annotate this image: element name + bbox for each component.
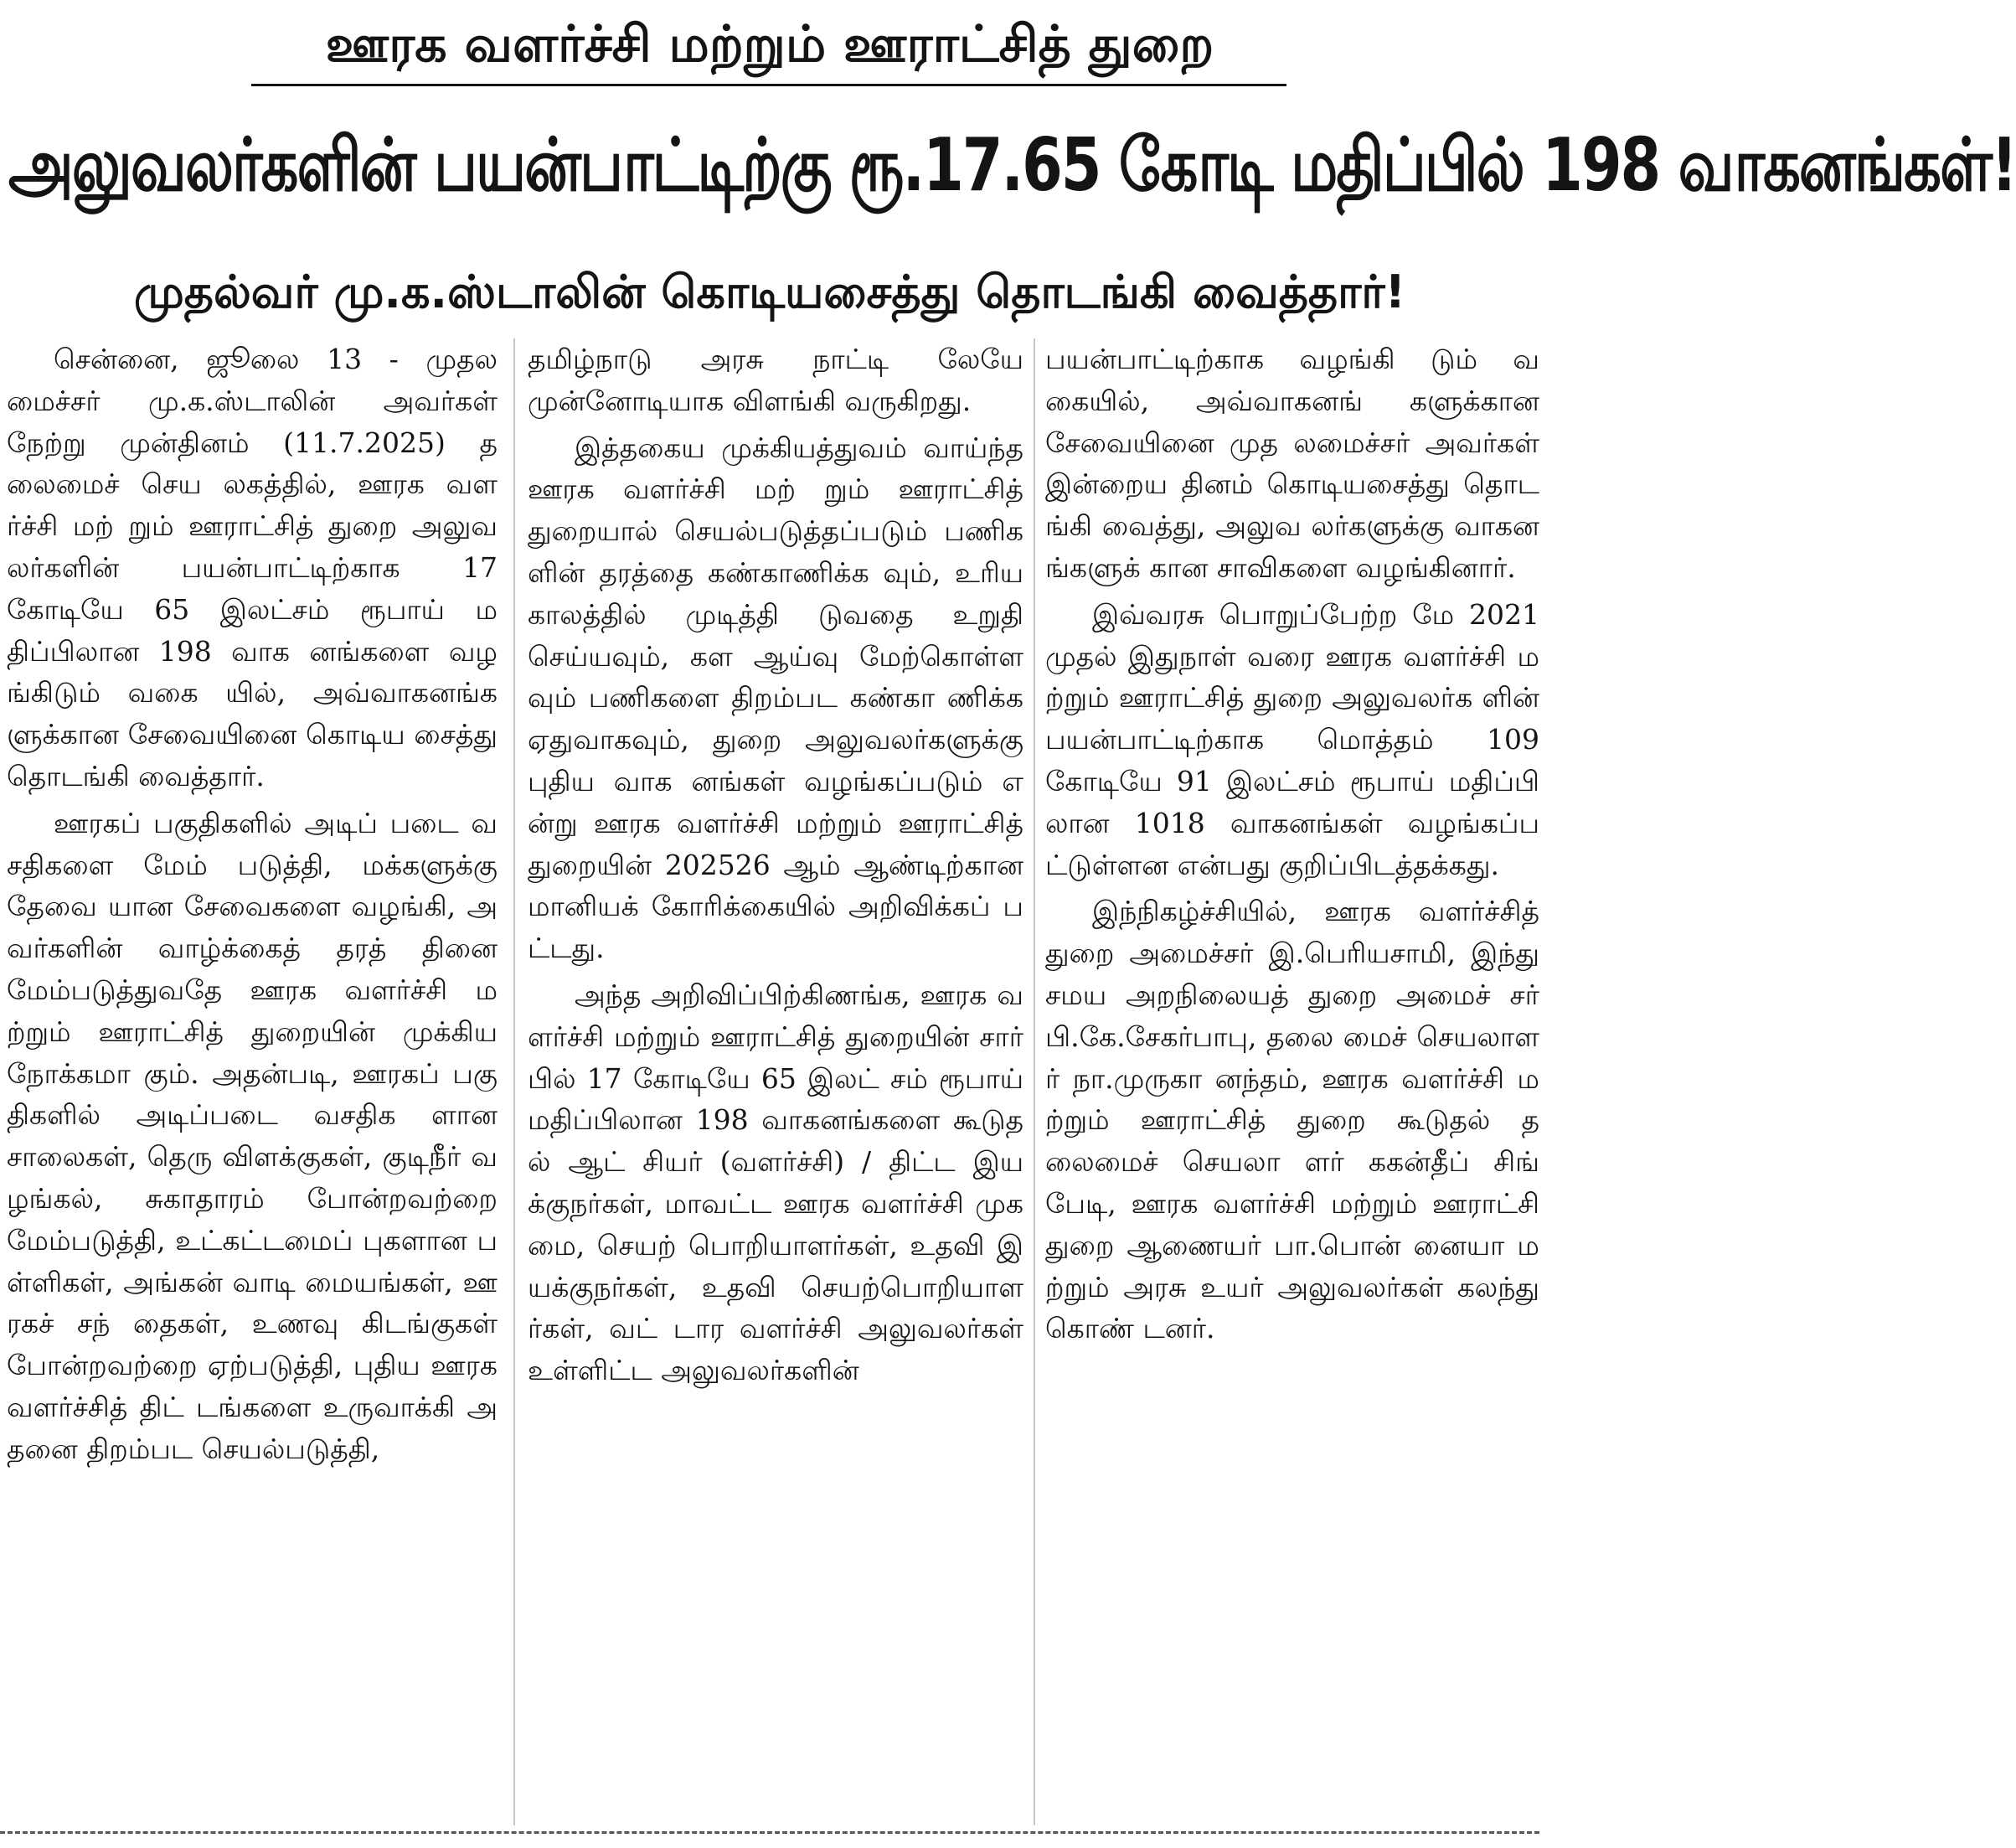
paragraph: அந்த அறிவிப்பிற்கிணங்க, ஊரக வளர்ச்சி மற்றும் ஊராட்சித் துறையின் சார் பில் 17 கோடியே 65 இலட் சம் ரூபாய் மதிப்பிலான 198 வாகனங்களை கூடுதல் ஆட் சியர் (வளர்ச்சி) / திட்ட இயக்குநர்கள், மாவட்ட ஊரக வளர்ச்சி முகமை, செயற் பொறியாளர்கள், உதவி இயக்குநர்கள், உதவி செயற்பொறியாளர்கள், வட் டார வளர்ச்சி அலுவலர்கள் உள்ளிட்ட அலுவலர்களின் xyxy=(528,978,1023,1387)
headline: அலுவலர்களின் பயன்பாட்டிற்கு ரூ.17.65 கோடி மதிப்பில் 198 வாகனங்கள்! xyxy=(8,121,2016,208)
paragraph: பயன்பாட்டிற்காக வழங்கி டும் வகையில், அவ்வாகனங் களுக்கான சேவையினை முத லமைச்சர் அவர்கள் இன்றைய தினம் கொடியசைத்து தொடங்கி வைத்து, அலுவ லர்களுக்கு வாகனங்களுக் கான சாவிகளை வழங்கினார். xyxy=(1045,343,1539,584)
paragraph: இத்தகைய முக்கியத்துவம் வாய்ந்த ஊரக வளர்ச்சி மற் றும் ஊராட்சித் துறையால் செயல்படுத்தப்படும் பணிக ளின் தரத்தை கண்காணிக்க வும், உரிய காலத்தில் முடித்தி டுவதை உறுதி செய்யவும், கள ஆய்வு மேற்கொள்ளவும் பணிகளை திறம்பட கண்கா ணிக்க ஏதுவாகவும், துறை அலுவலர்களுக்கு புதிய வாக னங்கள் வழங்கப்படும் என்று ஊரக வளர்ச்சி மற்றும் ஊராட்சித் துறையின் 202526 ஆம் ஆண்டிற்கான மானியக் கோரிக்கையில் அறிவிக்கப் பட்டது. xyxy=(528,431,1023,965)
dashed-bottom-rule xyxy=(0,1831,1539,1834)
article-column-2 xyxy=(528,338,1023,1830)
paragraph: இந்நிகழ்ச்சியில், ஊரக வளர்ச்சித் துறை அமைச்சர் இ.பெரியசாமி, இந்து சமய அறநிலையத் துறை அமைச் சர் பி.கே.சேகர்பாபு, தலை மைச் செயலாளர் நா.முருகா னந்தம், ஊரக வளர்ச்சி மற்றும் ஊராட்சித் துறை கூடுதல் தலைமைச் செயலா ளர் ககன்தீப் சிங் பேடி, ஊரக வளர்ச்சி மற்றும் ஊராட்சி துறை ஆணையர் பா.பொன் னையா மற்றும் அரசு உயர் அலுவலர்கள் கலந்து கொண் டனர். xyxy=(1045,895,1539,1345)
paragraph: தமிழ்நாடு அரசு நாட்டி லேயே முன்னோடியாக விளங்கி வருகிறது. xyxy=(528,343,1023,417)
article-column-1 xyxy=(7,338,498,1830)
article-body xyxy=(7,338,1539,1830)
kicker-underline xyxy=(251,84,1286,86)
paragraph: இவ்வரசு பொறுப்பேற்ற மே 2021 முதல் இதுநாள் வரை ஊரக வளர்ச்சி மற்றும் ஊராட்சித் துறை அலுவலர்க ளின் பயன்பாட்டிற்காக மொத்தம் 109 கோடியே 91 இலட்சம் ரூபாய் மதிப்பி லான 1018 வாகனங்கள் வழங்கப்பட்டுள்ளன என்பது குறிப்பிடத்தக்கது. xyxy=(1045,597,1539,881)
subheadline: முதல்வர் மு.க.ஸ்டாலின் கொடியசைத்து தொடங்கி வைத்தார்! xyxy=(133,266,1406,318)
section-kicker: ஊரக வளர்ச்சி மற்றும் ஊராட்சித் துறை xyxy=(325,15,1214,74)
paragraph: ஊரகப் பகுதிகளில் அடிப் படை வசதிகளை மேம் படுத்தி, மக்களுக்கு தேவை யான சேவைகளை வழங்கி, அவர்களின் வாழ்க்கைத் தரத் தினை மேம்படுத்துவதே ஊரக வளர்ச்சி மற்றும் ஊராட்சித் துறையின் முக்கிய நோக்கமா கும். அதன்படி, ஊரகப் பகு திகளில் அடிப்படை வசதிக ளான சாலைகள், தெரு விளக்குகள், குடிநீர் வழங்கல், சுகாதாரம் போன்றவற்றை மேம்படுத்தி, உட்கட்டமைப் புகளான பள்ளிகள், அங்கன் வாடி மையங்கள், ஊரகச் சந் தைகள், உணவு கிடங்குகள் போன்றவற்றை ஏற்படுத்தி, புதிய ஊரக வளர்ச்சித் திட் டங்களை உருவாக்கி அதனை திறம்பட செயல்படுத்தி, xyxy=(7,806,498,1465)
paragraph: சென்னை, ஜூலை 13 - முதலமைச்சர் மு.க.ஸ்டாலின் அவர்கள் நேற்று முன்தினம் (11.7.2025) தலைமைச் செய லகத்தில், ஊரக வளர்ச்சி மற் றும் ஊராட்சித் துறை அலுவ லர்களின் பயன்பாட்டிற்காக 17 கோடியே 65 இலட்சம் ரூபாய் மதிப்பிலான 198 வாக னங்களை வழங்கிடும் வகை யில், அவ்வாகனங்களுக்கான சேவையினை கொடிய சைத்து தொடங்கி வைத்தார். xyxy=(7,343,498,792)
article-column-3 xyxy=(1045,338,1539,1830)
